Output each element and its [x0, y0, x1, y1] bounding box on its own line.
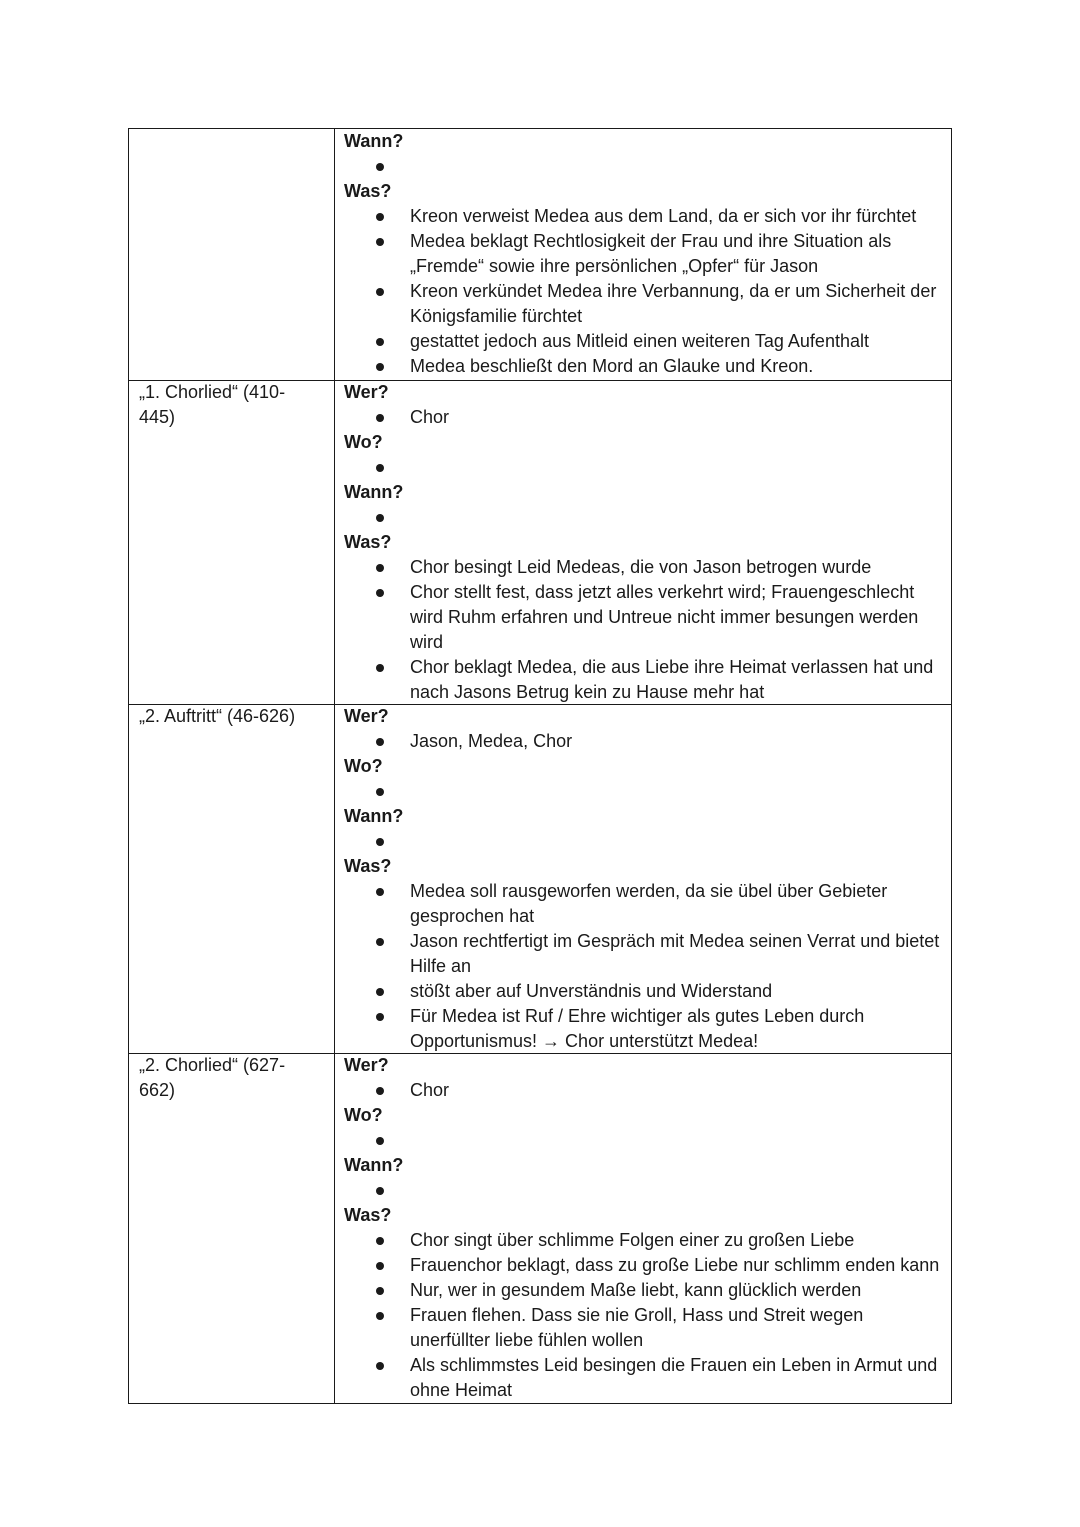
list-item: Chor beklagt Medea, die aus Liebe ihre Heimat verlassen hat und nach Jasons Betrug kein zu Hause mehr hat: [344, 655, 943, 705]
bullet-icon: [376, 213, 384, 221]
list-item: [344, 455, 943, 480]
bullet-icon: [376, 163, 384, 171]
question-label: Wann?: [344, 482, 404, 502]
list-item: [344, 154, 943, 179]
row-label: „1. Chorlied“ (410-445): [139, 382, 286, 427]
question-label: Was?: [344, 1205, 392, 1225]
bullet-icon: [376, 589, 384, 597]
list-item: [344, 505, 943, 530]
question-label: Wer?: [344, 1055, 389, 1075]
bullet-icon: [376, 788, 384, 796]
row-label: „2. Auftritt“ (46-626): [139, 706, 296, 726]
row-label: „2. Chorlied“ (627-662): [139, 1055, 286, 1100]
list-item: Medea soll rausgeworfen werden, da sie übel über Gebieter gesprochen hat: [344, 879, 943, 929]
bullet-icon: [376, 238, 384, 246]
bullet-icon: [376, 1237, 384, 1245]
list-item: [344, 1128, 943, 1153]
question-label: Was?: [344, 856, 392, 876]
bullet-icon: [376, 1312, 384, 1320]
bullet-icon: [376, 464, 384, 472]
list-item: [344, 1178, 943, 1203]
table-row: [129, 380, 951, 704]
bullet-icon: [376, 288, 384, 296]
list-item: Jason, Medea, Chor: [344, 729, 943, 754]
bullet-icon: [376, 1013, 384, 1021]
table-row: [129, 704, 951, 1053]
list-item: [344, 779, 943, 804]
table-row: [129, 129, 951, 380]
bullet-icon: [376, 738, 384, 746]
bullet-icon: [376, 414, 384, 422]
list-item: Chor: [344, 405, 943, 430]
list-item: Kreon verweist Medea aus dem Land, da er sich vor ihr fürchtet: [344, 204, 943, 229]
row-content: [344, 129, 943, 379]
list-item: Chor stellt fest, dass jetzt alles verkehrt wird; Frauengeschlecht wird Ruhm erfahren und Untreue nicht immer besungen werden wird: [344, 580, 943, 655]
list-item: stößt aber auf Unverständnis und Widerstand: [344, 979, 943, 1004]
question-label: Was?: [344, 532, 392, 552]
bullet-icon: [376, 363, 384, 371]
bullet-icon: [376, 988, 384, 996]
bullet-icon: [376, 1362, 384, 1370]
list-item: Frauen flehen. Dass sie nie Groll, Hass und Streit wegen unerfüllter liebe fühlen wollen: [344, 1303, 943, 1353]
question-label: Wann?: [344, 1155, 404, 1175]
bullet-icon: [376, 1137, 384, 1145]
question-label: Wer?: [344, 706, 389, 726]
question-label: Wer?: [344, 382, 389, 402]
list-item: Frauenchor beklagt, dass zu große Liebe nur schlimm enden kann: [344, 1253, 943, 1278]
bullet-icon: [376, 938, 384, 946]
question-label: Wann?: [344, 806, 404, 826]
question-label: Wo?: [344, 432, 383, 452]
list-item: Nur, wer in gesundem Maße liebt, kann glücklich werden: [344, 1278, 943, 1303]
bullet-icon: [376, 1187, 384, 1195]
question-label: Wann?: [344, 131, 404, 151]
bullet-icon: [376, 838, 384, 846]
bullet-icon: [376, 1287, 384, 1295]
row-content: [344, 1053, 943, 1403]
bullet-icon: [376, 338, 384, 346]
list-item: gestattet jedoch aus Mitleid einen weiteren Tag Aufenthalt: [344, 329, 943, 354]
bullet-icon: [376, 664, 384, 672]
list-item: Für Medea ist Ruf / Ehre wichtiger als gutes Leben durch Opportunismus! → Chor unterstützt Medea!: [344, 1004, 943, 1054]
scene-table: [128, 128, 952, 1404]
question-label: Wo?: [344, 1105, 383, 1125]
list-item: Als schlimmstes Leid besingen die Frauen ein Leben in Armut und ohne Heimat: [344, 1353, 943, 1403]
row-content: [344, 704, 943, 1054]
bullet-icon: [376, 1262, 384, 1270]
bullet-icon: [376, 564, 384, 572]
list-item: Medea beschließt den Mord an Glauke und Kreon.: [344, 354, 943, 379]
list-item: Kreon verkündet Medea ihre Verbannung, da er um Sicherheit der Königsfamilie fürchtet: [344, 279, 943, 329]
list-item: Chor besingt Leid Medeas, die von Jason betrogen wurde: [344, 555, 943, 580]
list-item: Chor: [344, 1078, 943, 1103]
list-item: [344, 829, 943, 854]
bullet-icon: [376, 1087, 384, 1095]
table-row: [129, 1053, 951, 1403]
bullet-icon: [376, 514, 384, 522]
list-item: Jason rechtfertigt im Gespräch mit Medea seinen Verrat und bietet Hilfe an: [344, 929, 943, 979]
list-item: Chor singt über schlimme Folgen einer zu großen Liebe: [344, 1228, 943, 1253]
bullet-icon: [376, 888, 384, 896]
question-label: Wo?: [344, 756, 383, 776]
question-label: Was?: [344, 181, 392, 201]
row-content: [344, 380, 943, 705]
list-item: Medea beklagt Rechtlosigkeit der Frau und ihre Situation als „Fremde“ sowie ihre persönlichen „Opfer“ für Jason: [344, 229, 943, 279]
